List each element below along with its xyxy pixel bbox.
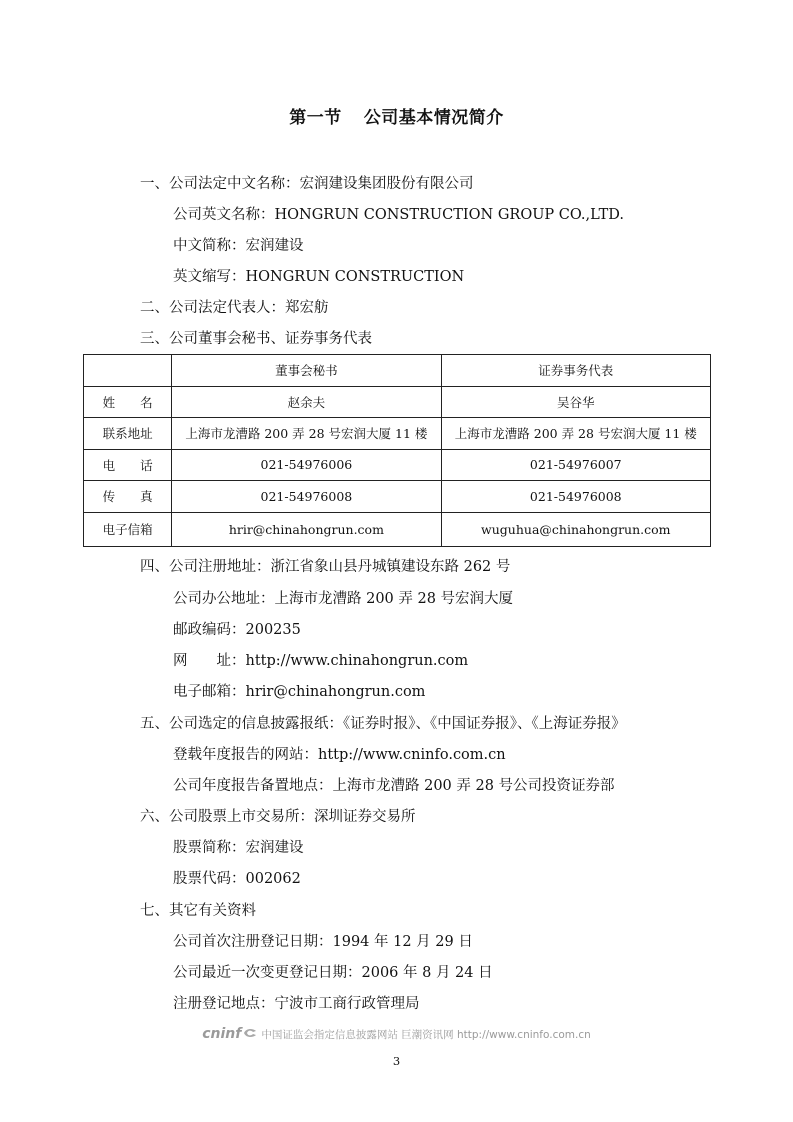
stock-code: 股票代码：002062 <box>173 871 301 887</box>
table-header-row <box>84 355 711 387</box>
table-header-cell <box>84 355 172 387</box>
report-website: 登载年度报告的网站：http://www.cninfo.com.cn <box>173 747 506 763</box>
row-label: 姓 名 <box>84 386 172 418</box>
page-number: 3 <box>392 1054 401 1068</box>
latest-change-date: 公司最近一次变更登记日期：2006 年 8 月 24 日 <box>173 965 493 981</box>
table-cell: 上海市龙漕路 200 弄 28 号宏润大厦 11 楼 <box>441 418 710 450</box>
table-row <box>84 449 711 481</box>
footer-watermark <box>0 1026 793 1042</box>
stock-exchange: 六、公司股票上市交易所：深圳证券交易所 <box>140 809 416 825</box>
company-english-name: 公司英文名称：HONGRUN CONSTRUCTION GROUP CO.,LTD. <box>173 207 624 223</box>
table-cell: 上海市龙漕路 200 弄 28 号宏润大厦 11 楼 <box>172 418 441 450</box>
table-cell: 赵余夫 <box>172 386 441 418</box>
table-cell: wuguhua@chinahongrun.com <box>441 512 710 546</box>
row-label: 电 话 <box>84 449 172 481</box>
row-label: 联系地址 <box>84 418 172 450</box>
cninfo-logo: cninf <box>202 1026 242 1042</box>
postal-code: 邮政编码：200235 <box>173 622 301 638</box>
registration-authority: 注册登记地点：宁波市工商行政管理局 <box>173 996 420 1012</box>
english-short-name: 英文缩写：HONGRUN CONSTRUCTION <box>173 269 465 285</box>
disclosure-newspapers: 五、公司选定的信息披露报纸：《证券时报》、《中国证券报》、《上海证券报》 <box>140 716 626 732</box>
company-chinese-name: 一、公司法定中文名称：宏润建设集团股份有限公司 <box>140 176 474 192</box>
stock-short-name: 股票简称：宏润建设 <box>173 840 304 856</box>
section-heading: 公司基本情况简介 <box>363 108 504 128</box>
row-label: 传 真 <box>84 481 172 513</box>
table-cell: 021-54976008 <box>441 481 710 513</box>
table-cell: 021-54976006 <box>172 449 441 481</box>
legal-representative: 二、公司法定代表人：郑宏舫 <box>140 300 329 316</box>
table-cell: 021-54976008 <box>172 481 441 513</box>
cninfo-logo-icon <box>243 1027 257 1039</box>
table-row <box>84 512 711 546</box>
registered-address: 四、公司注册地址：浙江省象山县丹城镇建设东路 262 号 <box>140 559 511 575</box>
section-title <box>0 103 793 128</box>
table-cell: 吴谷华 <box>441 386 710 418</box>
table-row <box>84 418 711 450</box>
table-cell: 021-54976007 <box>441 449 710 481</box>
table-row <box>84 481 711 513</box>
table-row <box>84 386 711 418</box>
secretary-section-heading: 三、公司董事会秘书、证券事务代表 <box>140 331 372 347</box>
report-location: 公司年度报告备置地点：上海市龙漕路 200 弄 28 号公司投资证券部 <box>173 778 615 794</box>
table-header-cell: 董事会秘书 <box>172 355 441 387</box>
footer-tagline: 中国证监会指定信息披露网站 巨潮资讯网 http://www.cninfo.com.cn <box>261 1029 591 1041</box>
website: 网 址：http://www.chinahongrun.com <box>173 653 469 669</box>
other-info-heading: 七、其它有关资料 <box>140 903 256 919</box>
row-label: 电子信箱 <box>84 512 172 546</box>
email: 电子邮箱：hrir@chinahongrun.com <box>173 684 426 700</box>
section-number: 第一节 <box>289 108 342 128</box>
table-header-cell: 证券事务代表 <box>441 355 710 387</box>
first-registration-date: 公司首次注册登记日期：1994 年 12 月 29 日 <box>173 934 473 950</box>
chinese-short-name: 中文简称：宏润建设 <box>173 238 304 254</box>
office-address: 公司办公地址：上海市龙漕路 200 弄 28 号宏润大厦 <box>173 591 514 607</box>
table-cell: hrir@chinahongrun.com <box>172 512 441 546</box>
contact-table <box>83 354 711 547</box>
